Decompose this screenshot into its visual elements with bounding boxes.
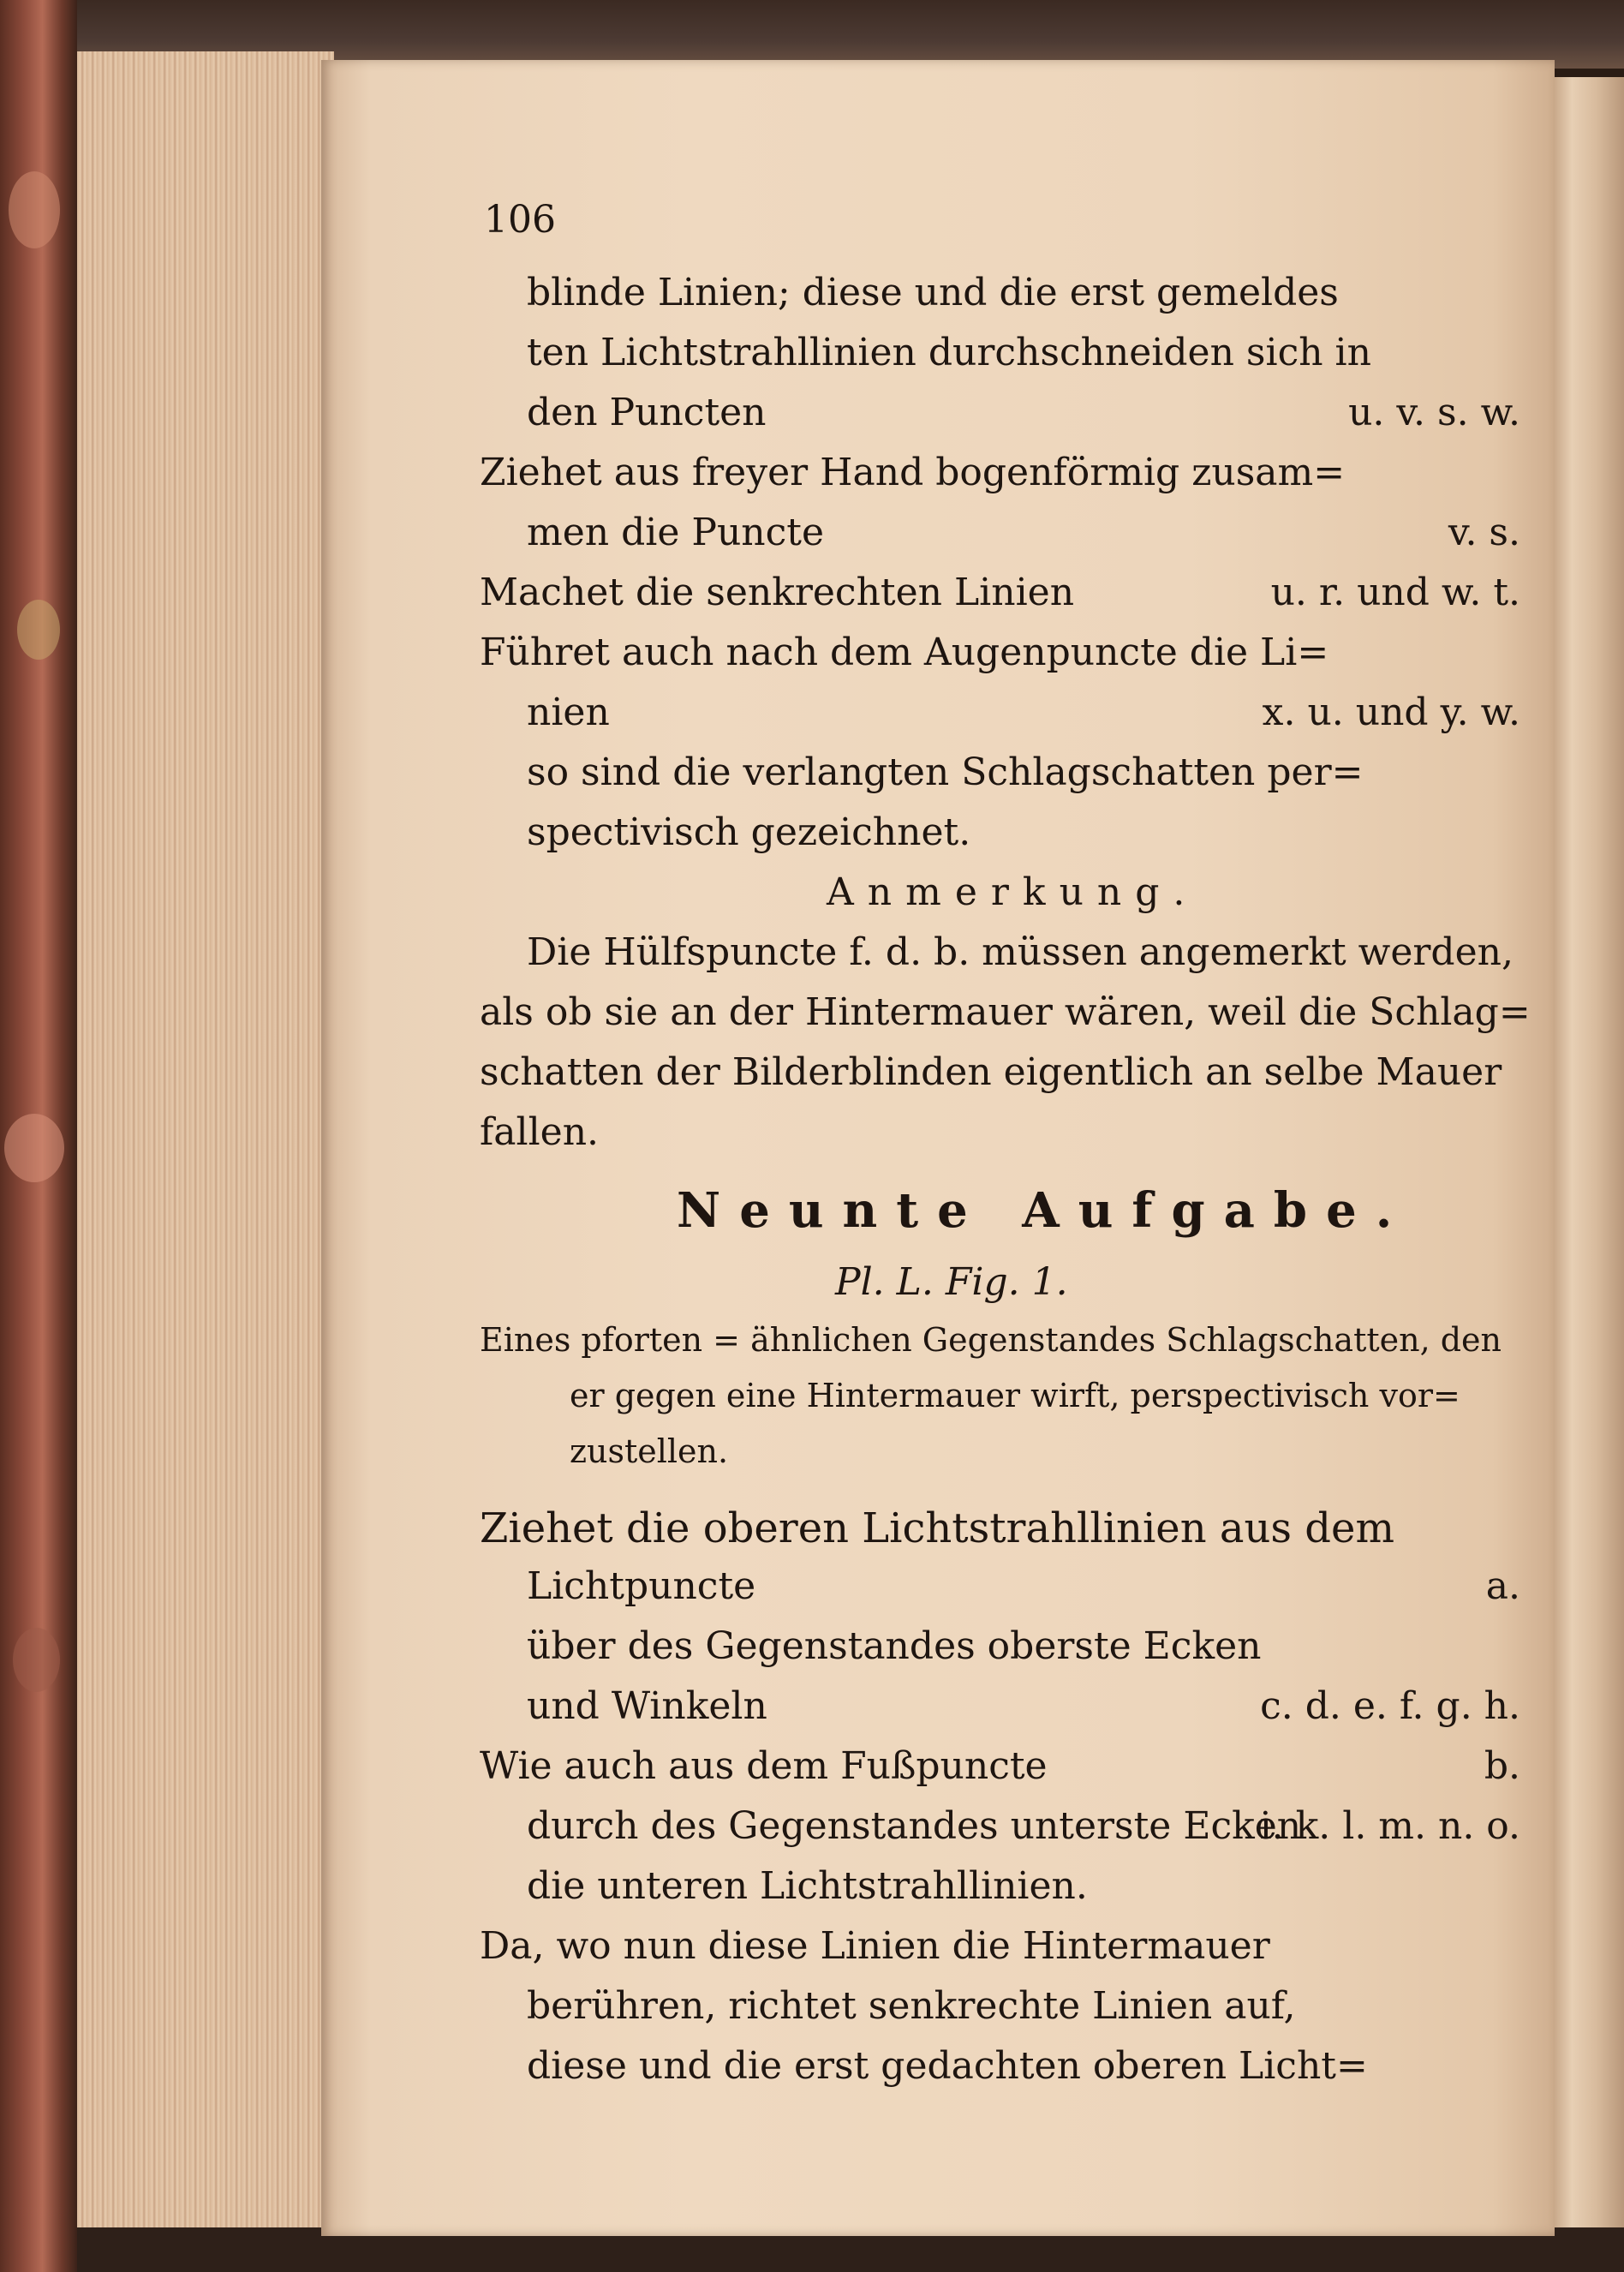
text-line: ten Lichtstrahllinien durchschneiden sich in (527, 331, 1371, 374)
text-line-annotation: x. u. und y. w. (1262, 691, 1520, 734)
body-line: Da, wo nun diese Linien die Hintermauer (480, 1924, 1270, 1968)
body-line: und Winkeln (527, 1684, 767, 1728)
marble-pattern (9, 171, 60, 248)
task-line: zustellen. (570, 1432, 729, 1470)
body-line: die unteren Lichtstrahllinien. (527, 1864, 1088, 1908)
marble-pattern (17, 600, 60, 660)
body-line: Ziehet die oberen Lichtstrahllinien aus dem (480, 1504, 1394, 1552)
book-cover-edge (0, 0, 77, 2272)
text-line: Ziehet aus freyer Hand bogenförmig zusam= (480, 451, 1346, 494)
page-stack-edge (77, 51, 334, 2227)
note-line: schatten der Bilderblinden eigentlich an selbe Mauer (480, 1050, 1502, 1094)
body-line: Lichtpuncte (527, 1564, 756, 1608)
body-line-annotation: i. k. l. m. n. o. (1259, 1804, 1520, 1848)
body-line-annotation: c. d. e. f. g. h. (1260, 1684, 1520, 1728)
text-line: Machet die senkrechten Linien (480, 571, 1075, 614)
book-page (321, 60, 1555, 2236)
text-line-annotation: v. s. (1448, 511, 1520, 554)
figure-reference: Pl. L. Fig. 1. (835, 1260, 1068, 1304)
text-line-annotation: u. v. s. w. (1348, 391, 1520, 434)
body-line: durch des Gegenstandes unterste Ecken (527, 1804, 1302, 1848)
note-line: als ob sie an der Hintermauer wären, weil die Schlag= (480, 990, 1531, 1034)
note-line: Die Hülfspuncte f. d. b. müssen angemerkt werden, (527, 930, 1514, 974)
body-line-annotation: a. (1485, 1564, 1520, 1608)
text-line: spectivisch gezeichnet. (527, 810, 971, 854)
body-line: über des Gegenstandes oberste Ecken (527, 1624, 1262, 1668)
page-number: 106 (484, 198, 556, 242)
right-page-edge (1555, 77, 1624, 2236)
task-line: er gegen eine Hintermauer wirft, perspectivisch vor= (570, 1377, 1460, 1414)
marble-pattern (13, 1628, 60, 1692)
body-line-annotation: b. (1484, 1744, 1520, 1788)
text-line-annotation: u. r. und w. t. (1270, 571, 1520, 614)
text-line: so sind die verlangten Schlagschatten per= (527, 750, 1364, 794)
text-line: Führet auch nach dem Augenpuncte die Li= (480, 631, 1329, 674)
body-line: berühren, richtet senkrechte Linien auf, (527, 1984, 1296, 2028)
text-line: blinde Linien; diese und die erst gemeldes (527, 271, 1339, 314)
anmerkung-heading: Anmerkung. (827, 870, 1199, 914)
text-line: men die Puncte (527, 511, 824, 554)
task-line: Eines pforten = ähnlichen Gegenstandes Schlagschatten, den (480, 1321, 1502, 1359)
marble-pattern (4, 1114, 64, 1182)
body-line: Wie auch aus dem Fußpuncte (480, 1744, 1048, 1788)
body-line: diese und die erst gedachten oberen Licht= (527, 2044, 1368, 2088)
text-line: den Puncten (527, 391, 767, 434)
note-line: fallen. (480, 1110, 600, 1154)
text-line: nien (527, 691, 610, 734)
section-title: Neunte Aufgabe. (677, 1182, 1412, 1239)
